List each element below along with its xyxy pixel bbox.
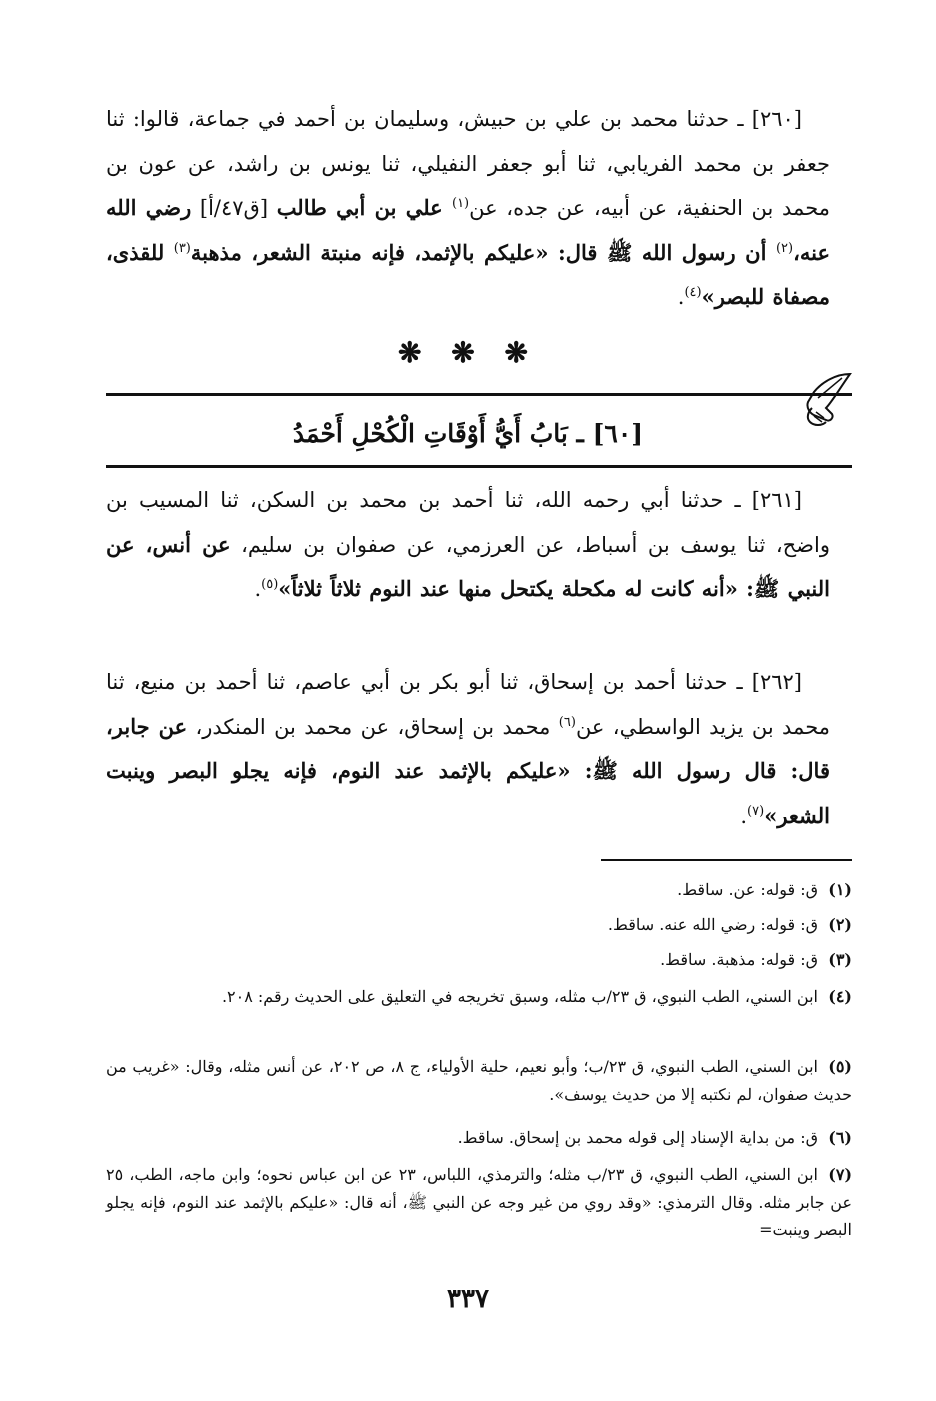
footnote-number: (٧) <box>828 1165 853 1184</box>
hadith-chain: ـ حدثنا محمد بن علي بن حبيش، وسليمان بن أحمد في جماعة، قالوا: ثنا جعفر بن محمد الفريابي، ثنا أبو جعفر النفيلي، ثنا يونس بن راشد، عن عون بن محمد بن الحنفية، عن أبيه، عن جده، عن <box>106 107 831 220</box>
section-separator: ❋ ❋ ❋ <box>398 336 538 369</box>
footnote-ref[interactable]: (٦) <box>558 714 576 730</box>
chapter-heading: [٦٠] ـ بَابُ أَيُّ أَوْقَاتِ الْكُحْلِ أَحْمَدُ <box>292 419 644 448</box>
hadith-matn: عن أنس، عن النبي ﷺ: «أنه كانت له مكحلة يكتحل منها عند النوم ثلاثاً ثلاثاً» <box>106 531 830 601</box>
footnote-text: ابن السني، الطب النبوي، ق ٢٣/ب مثله؛ والترمذي، اللباس، ٢٣ عن ابن عباس نحوه؛ وابن ماجه، الطب، ٢٥ عن جابر مثله. وقال الترمذي: «وقد روي من غير وجه عن النبي ﷺ، أنه قال: «عليكم بالإثمد عند النوم، فإنه يجلو البصر وينبت= <box>106 1165 852 1239</box>
footnote-number: (٣) <box>828 950 852 969</box>
footnote-ref[interactable]: (٣) <box>173 240 191 256</box>
footnote-ref[interactable]: (١) <box>451 196 470 211</box>
hadith-chain: محمد بن إسحاق، عن محمد بن المنكدر، <box>187 714 559 739</box>
footnote-text: ابن السني، الطب النبوي، ق ٢٣/ب؛ وأبو نعيم، حلية الأولياء، ج ٨، ص ٢٠٢، عن أنس مثله، وقال: «غريب من حديث صفوان، لم نكتبه إلا من حديث يوسف». <box>106 1057 852 1104</box>
page-number: ٣٣٧ <box>447 1284 489 1314</box>
footnote-number: (٢) <box>828 915 852 934</box>
hadith-number: [٢٦١] <box>751 488 802 512</box>
hadith-matn-end: للقذى، مصفاة للبصر» <box>106 239 830 309</box>
period: . <box>740 803 748 828</box>
footnote-rule <box>601 859 852 861</box>
footnote-number: (٤) <box>828 987 852 1006</box>
footnote-ref[interactable]: (٢) <box>775 240 794 256</box>
footnote-6 <box>106 1124 852 1152</box>
footnote-number: (٥) <box>828 1057 852 1076</box>
hadith-chain: ـ حدثنا أبي رحمه الله، ثنا أحمد بن محمد بن السكن، ثنا المسيب بن واضح، ثنا يوسف بن أسباط، عن العرزمي، عن صفوان بن سليم، <box>106 488 830 557</box>
hadith-matn: عن جابر، قال: قال رسول الله ﷺ: «عليكم بالإثمد عند النوم، فإنه يجلو البصر وينبت الشعر» <box>106 713 830 828</box>
footnote-ref[interactable]: (٥) <box>261 577 279 592</box>
footnote-ref[interactable]: (٧) <box>747 803 765 819</box>
hadith-number: [٢٦٠] <box>751 107 802 131</box>
footnote-text: ق: قوله: رضي الله عنه. ساقط. <box>607 915 818 934</box>
heading-bottom-rule <box>106 465 852 468</box>
hadith-chain: ـ حدثنا أحمد بن إسحاق، ثنا أبو بكر بن أبي عاصم، ثنا أحمد بن منيع، ثنا محمد بن يزيد الواسطي، عن <box>106 670 830 739</box>
footnote-text: ق: قوله: مذهبة. ساقط. <box>660 950 818 969</box>
footnote-4 <box>106 983 852 1011</box>
hadith-matn: أن رسول الله ﷺ قال: «عليكم بالإثمد، فإنه منبتة الشعر، مذهبة <box>190 239 776 265</box>
footnote-5 <box>106 1053 852 1108</box>
footnote-1 <box>106 876 852 904</box>
footnote-text: ق: من بداية الإسناد إلى قوله محمد بن إسحاق. ساقط. <box>457 1128 818 1147</box>
blessing: رضي الله عنه، <box>106 195 830 265</box>
hadith-260 <box>106 97 830 320</box>
period: . <box>677 285 685 309</box>
footnote-ref[interactable]: (٤) <box>684 285 702 300</box>
footnote-number: (١) <box>828 880 852 899</box>
heading-top-rule <box>106 393 852 396</box>
period: . <box>254 577 262 601</box>
folio-marker: [ق٤٧/أ] <box>191 196 277 220</box>
footnote-text: ابن السني، الطب النبوي، ق ٢٣/ب مثله، وسبق تخريجه في التعليق على الحديث رقم: ٢٠٨. <box>221 987 818 1006</box>
footnote-3 <box>106 946 852 974</box>
footnote-text: ق: قوله: عن. ساقط. <box>677 880 818 899</box>
footnote-2 <box>106 911 852 939</box>
hadith-262 <box>106 660 830 838</box>
narrator: علي بن أبي طالب <box>276 195 452 220</box>
hadith-number: [٢٦٢] <box>751 670 802 694</box>
footnote-number: (٦) <box>828 1128 852 1147</box>
hadith-261 <box>106 478 830 612</box>
footnote-7 <box>106 1161 852 1244</box>
